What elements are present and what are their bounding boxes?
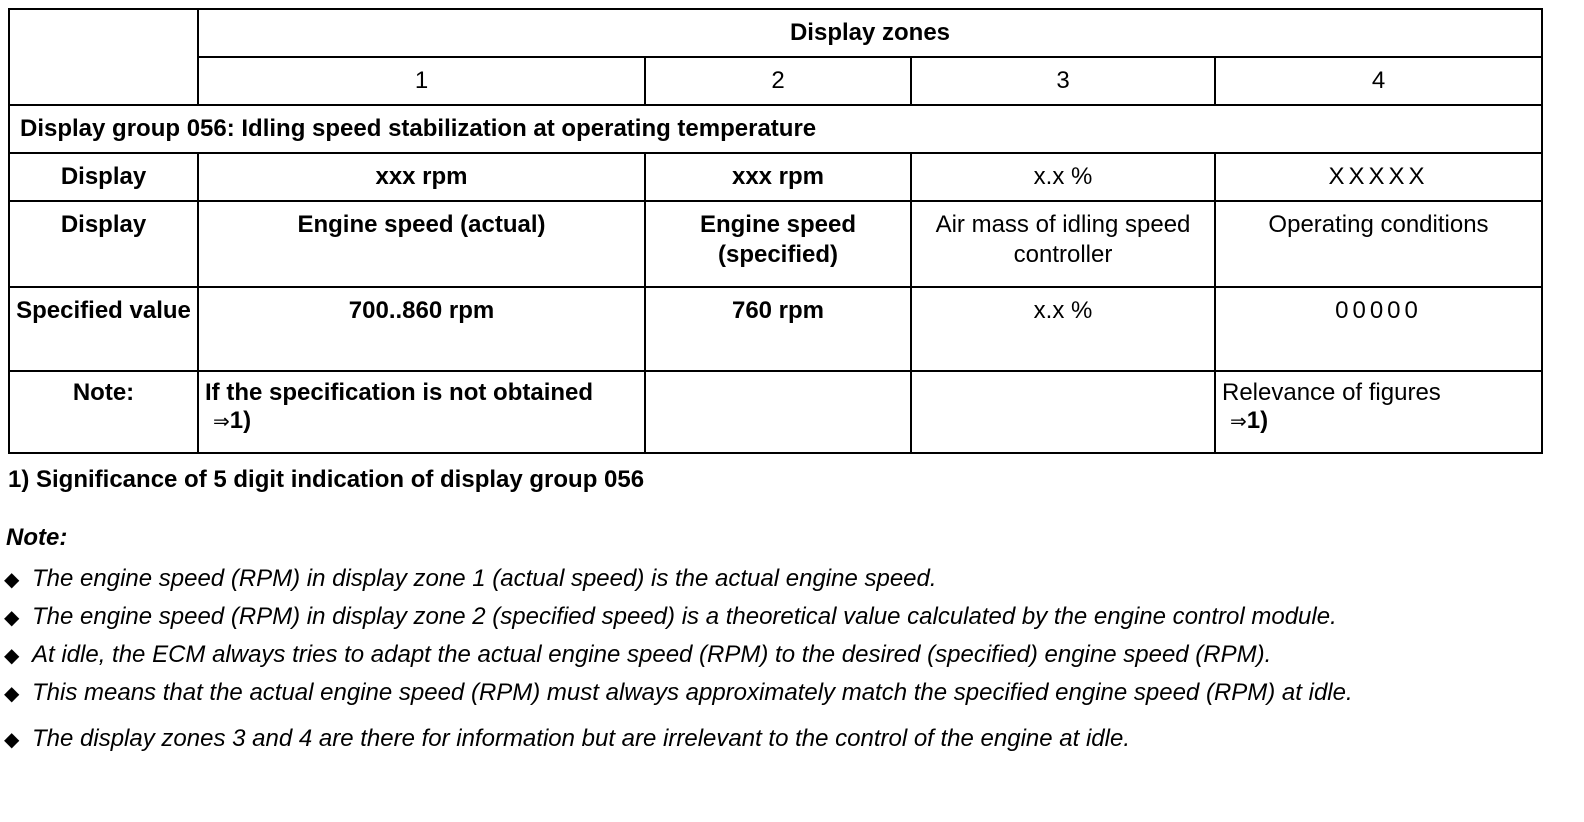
table-cell: Air mass of idling speed controller — [911, 201, 1215, 287]
table-cell: Operating conditions — [1215, 201, 1542, 287]
reference-number: 1) — [1246, 407, 1269, 434]
diamond-bullet-icon: ◆ — [4, 567, 20, 591]
table-row — [9, 287, 1542, 371]
bullet-text: At idle, the ECM always tries to adapt the actual engine speed (RPM) to the desired (specified) engine speed (RPM). — [32, 641, 1272, 668]
table-cell: XXXXX — [1215, 153, 1542, 201]
table-row — [9, 153, 1542, 201]
note-text: Relevance of figures — [1222, 379, 1441, 406]
diamond-bullet-icon: ◆ — [4, 681, 20, 705]
note-heading: Note: — [6, 524, 68, 551]
zone-number: 3 — [911, 57, 1215, 105]
row-label: Specified value — [9, 287, 198, 371]
footnote: 1) Significance of 5 digit indication of display group 056 — [8, 466, 645, 493]
bullet-text: This means that the actual engine speed (RPM) must always approximately match the specified engine speed (RPM) at idle. — [32, 679, 1353, 706]
group-title-row — [9, 105, 1542, 153]
table-cell: x.x % — [911, 287, 1215, 371]
display-zones-header: Display zones — [198, 9, 1542, 57]
note-cell-zone-1 — [198, 371, 645, 453]
table-cell: xxx rpm — [645, 153, 911, 201]
group-title: Display group 056: Idling speed stabilization at operating temperature — [9, 105, 1542, 153]
note-bullet-list — [4, 560, 1574, 758]
list-item — [4, 636, 1574, 674]
diamond-bullet-icon: ◆ — [4, 643, 20, 667]
corner-cell — [9, 9, 198, 105]
table-row — [9, 371, 1542, 453]
list-item — [4, 720, 1574, 758]
zone-number-row — [9, 57, 1542, 105]
bullet-text: The engine speed (RPM) in display zone 2 (specified speed) is a theoretical value calculated by the engine control module. — [32, 603, 1337, 630]
row-label: Display — [9, 201, 198, 287]
diamond-bullet-icon: ◆ — [4, 727, 20, 751]
bullet-text: The engine speed (RPM) in display zone 1 (actual speed) is the actual engine speed. — [32, 565, 937, 592]
reference-number: 1) — [229, 407, 252, 434]
arrow-right-icon: ⇒ — [213, 409, 230, 433]
list-item — [4, 598, 1574, 636]
note-cell-zone-4 — [1215, 371, 1542, 453]
diamond-bullet-icon: ◆ — [4, 605, 20, 629]
display-group-table — [8, 8, 1543, 454]
row-label: Display — [9, 153, 198, 201]
reference-link[interactable] — [205, 408, 638, 434]
reference-link[interactable] — [1222, 408, 1535, 434]
table-cell: 760 rpm — [645, 287, 911, 371]
table-cell: 700..860 rpm — [198, 287, 645, 371]
table-cell: Engine speed (specified) — [645, 201, 911, 287]
table-cell: x.x % — [911, 153, 1215, 201]
note-cell-zone-3 — [911, 371, 1215, 453]
list-item — [4, 674, 1574, 712]
note-text: If the specification is not obtained — [205, 379, 594, 406]
table-row — [9, 201, 1542, 287]
list-item — [4, 560, 1574, 598]
table-header-row — [9, 9, 1542, 57]
arrow-right-icon: ⇒ — [1230, 409, 1247, 433]
bullet-text: The display zones 3 and 4 are there for information but are irrelevant to the control of the engine at idle. — [32, 725, 1130, 752]
zone-number: 1 — [198, 57, 645, 105]
table-cell: xxx rpm — [198, 153, 645, 201]
row-label: Note: — [9, 371, 198, 453]
table-cell: Engine speed (actual) — [198, 201, 645, 287]
zone-number: 4 — [1215, 57, 1542, 105]
note-cell-zone-2 — [645, 371, 911, 453]
table-cell: 00000 — [1215, 287, 1542, 371]
zone-number: 2 — [645, 57, 911, 105]
